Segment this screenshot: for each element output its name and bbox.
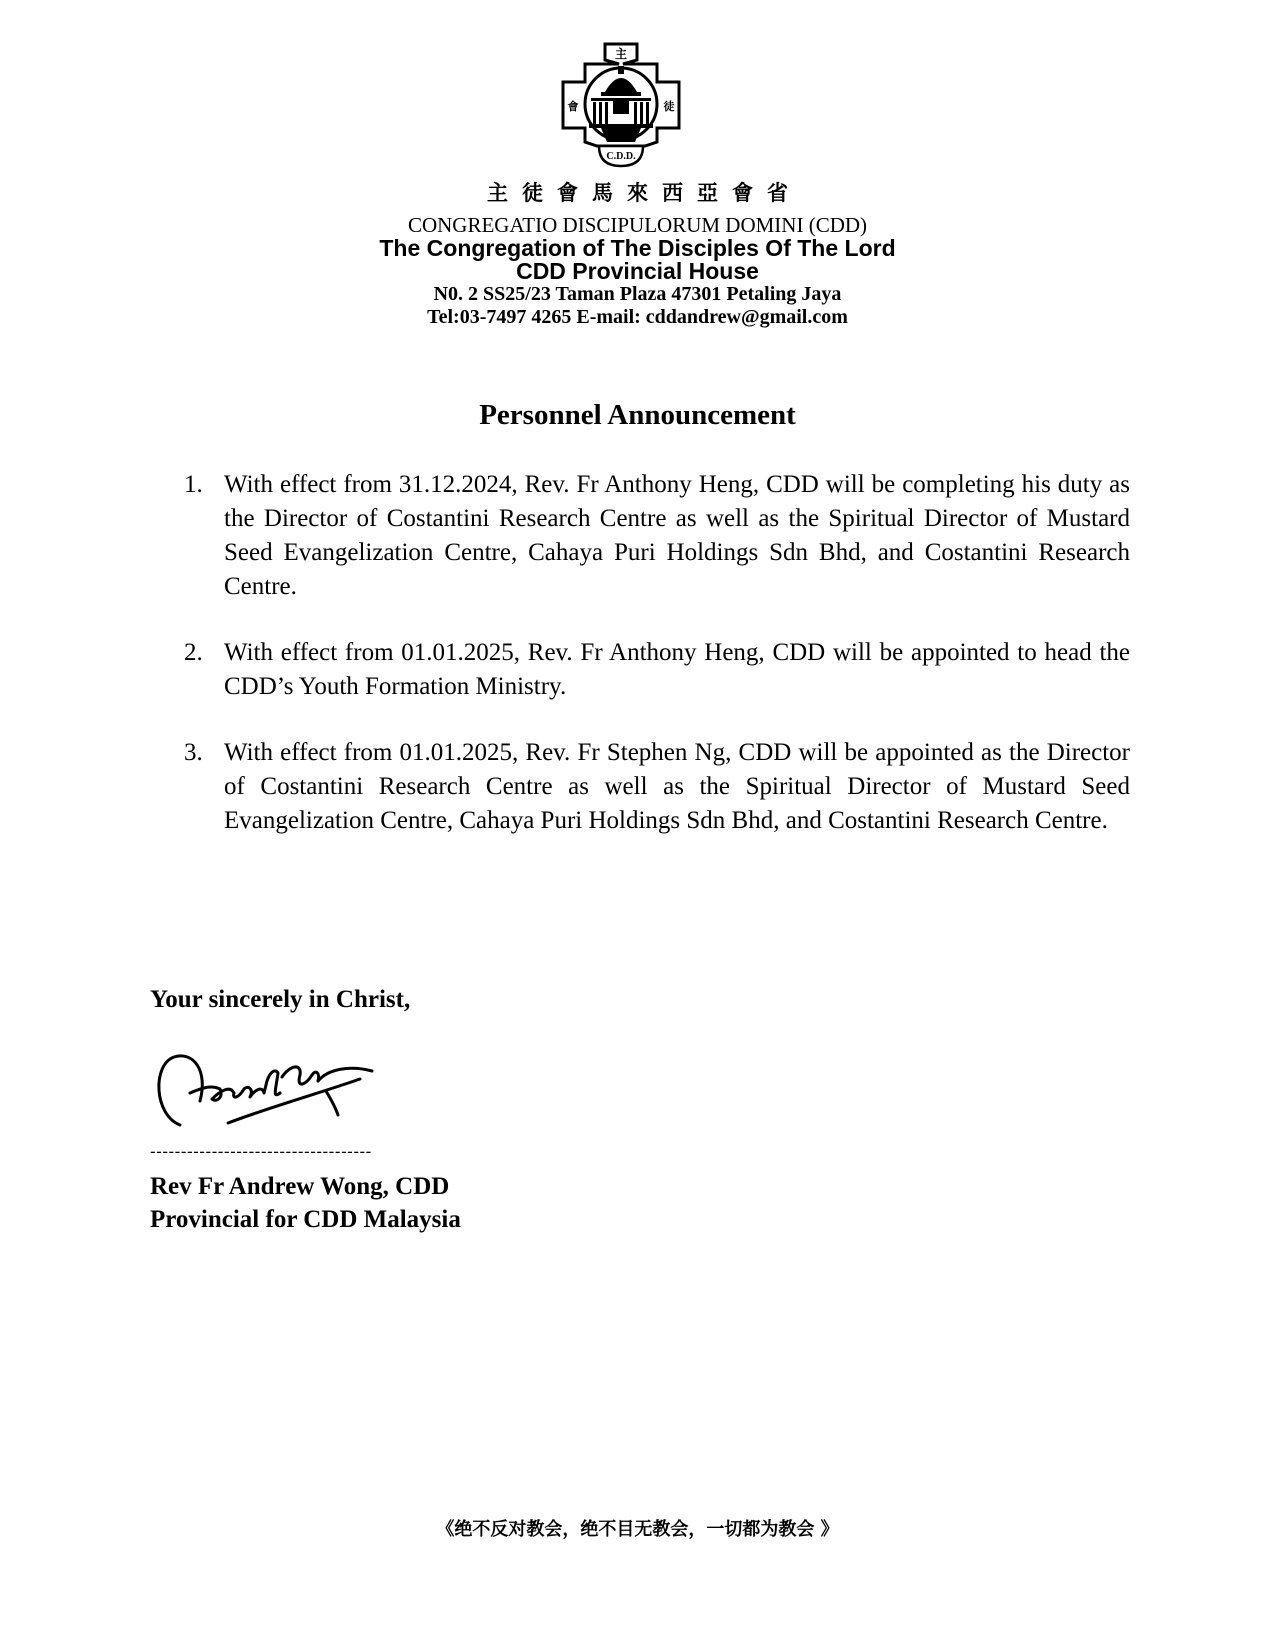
signature-icon	[150, 1045, 390, 1135]
signature-line: ------------------------------------	[150, 1142, 372, 1161]
item-number: 1.	[184, 471, 203, 498]
announcement-item	[184, 636, 1130, 704]
header-chinese-name: 主徒會馬來西亞會省	[487, 181, 802, 205]
page-title: Personnel Announcement	[479, 399, 796, 431]
header-address: N0. 2 SS25/23 Taman Plaza 47301 Petaling Jaya	[433, 283, 842, 305]
header-latin-name: CONGREGATIO DISCIPULORUM DOMINI (CDD)	[407, 213, 868, 237]
cdd-emblem-icon	[561, 42, 681, 168]
svg-text:主: 主	[614, 47, 628, 61]
signer-name: Rev Fr Andrew Wong, CDD	[150, 1173, 450, 1200]
announcement-item	[184, 736, 1130, 838]
announcement-list	[184, 468, 1130, 838]
item-number: 2.	[184, 639, 203, 666]
item-number: 3.	[184, 739, 203, 766]
svg-text:徒: 徒	[663, 100, 675, 113]
footer-motto: 《绝不反对教会，绝不目无教会，一切都为教会 》	[436, 1519, 839, 1540]
header-house-name: CDD Provincial House	[516, 258, 759, 284]
announcement-item	[184, 468, 1130, 604]
item-text: With effect from 01.01.2025, Rev. Fr Anthony Heng, CDD will be appointed to head the CDD’s Youth Formation Ministry.	[224, 639, 1130, 700]
header-contact: Tel:03-7497 4265 E-mail: cddandrew@gmail.com	[427, 306, 848, 328]
signer-title: Provincial for CDD Malaysia	[150, 1206, 461, 1233]
header-english-name: The Congregation of The Disciples Of The Lord	[379, 235, 896, 261]
item-text: With effect from 31.12.2024, Rev. Fr Anthony Heng, CDD will be completing his duty as the Director of Costantini Research Centre as well as the Spiritual Director of Mustard Seed Evangelization Centre, Cahaya Puri Holdings Sdn Bhd, and Costantini Research Centre.	[224, 471, 1130, 600]
svg-text:會: 會	[567, 100, 579, 113]
emblem-text: C.D.D.	[606, 151, 636, 162]
item-text: With effect from 01.01.2025, Rev. Fr Stephen Ng, CDD will be appointed as the Director of Costantini Research Centre as well as the Spiritual Director of Mustard Seed Evangelization Centre, Cahaya Puri Holdings Sdn Bhd, and Costantini Research Centre.	[224, 739, 1130, 834]
closing-salutation: Your sincerely in Christ,	[150, 986, 411, 1013]
